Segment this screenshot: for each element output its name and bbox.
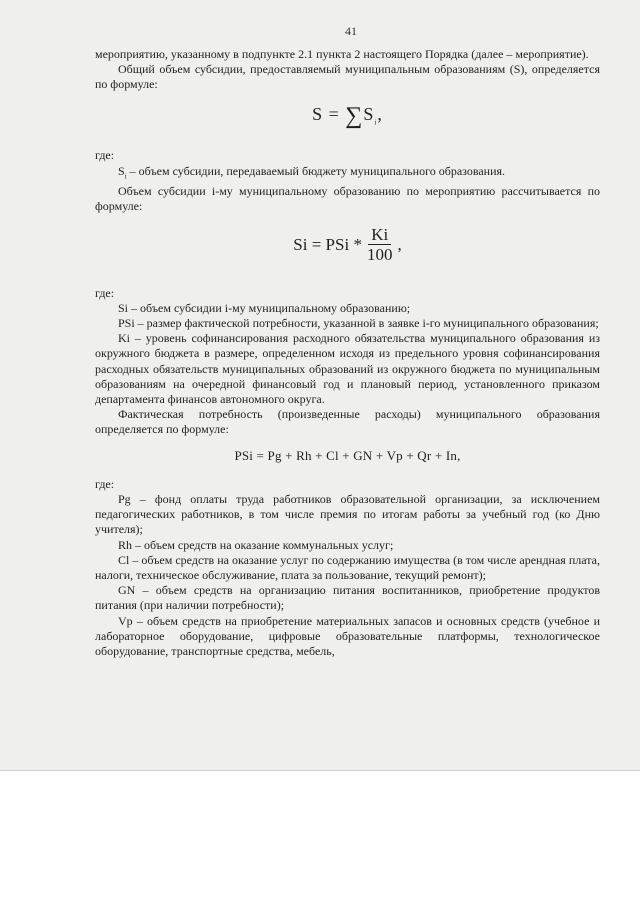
definition-rh: Rh – объем средств на оказание коммунальных услуг; — [118, 537, 394, 552]
definition-gn: GN – объем средств на организацию питания воспитанников, приобретение продуктов питания (при наличии потребности); — [95, 583, 600, 613]
formula-subsidy-i — [95, 225, 600, 264]
formula1-term: S — [363, 103, 375, 124]
formula1-tail: , — [377, 103, 383, 124]
formula1-left: S = — [312, 103, 346, 124]
si-text: – объем субсидии, передаваемый бюджету муниципального образования. — [126, 163, 506, 178]
fraction-numerator: Ki — [368, 225, 391, 245]
formula2-left: Si = PSi * — [293, 234, 362, 254]
definition-psi: PSi – размер фактической потребности, указанной в заявке i-го муниципального образования; — [118, 316, 599, 331]
where-label-2: где: — [95, 285, 115, 300]
page-number: 41 — [345, 24, 357, 38]
definition-vp: Vp – объем средств на приобретение материальных запасов и основных средств (учебное и лабораторное оборудование, цифровые образовательные платформы, технологическое оборудование, транспортные средства, мебель, — [95, 613, 600, 659]
formula1-subscript: i — [374, 118, 378, 127]
fraction — [364, 225, 396, 264]
fraction-denominator: 100 — [366, 244, 393, 264]
where-label-3: где: — [95, 476, 115, 491]
definition-ki: Ki – уровень софинансирования расходного обязательства муниципального образования из окружного бюджета в размере, определенном исходя из предельного уровня софинансирования расходных обязательств муниципальных образований из окружного бюджета по муниципальным образованиям на очередной финансовый год и плановый период, установленного приказом департамента финансов автономного округа. — [95, 331, 600, 407]
document-body — [95, 47, 600, 659]
paragraph-total-subsidy: Общий объем субсидии, предоставляемый муниципальным образованиям (S), определяется по формуле: — [95, 62, 600, 92]
sigma-symbol: ∑ — [345, 102, 364, 129]
definition-pg: Pg – фонд оплаты труда работников образовательной организации, за исключением педагогических работников, в том числе премия по итогам работы за учебный год (ко Дню учителя); — [95, 492, 600, 537]
definition-cl: Cl – объем средств на оказание услуг по содержанию имущества (в том числе арендная плата, налоги, техническое обслуживание, плата за пользование, текущий ремонт); — [95, 552, 600, 583]
formula-total-subsidy — [95, 102, 600, 131]
paragraph-continuation: мероприятию, указанному в подпункте 2.1 пункта 2 настоящего Порядка (далее – мероприятие). — [95, 47, 589, 61]
definition-si: Si – объем субсидии i-му муниципальному образованию; — [118, 300, 411, 315]
paragraph-actual-need: Фактическая потребность (произведенные расходы) муниципального образования определяется по формуле: — [95, 407, 600, 437]
formula2-tail: , — [397, 234, 402, 254]
si-label: S — [118, 163, 125, 178]
formula-actual-need: PSi = Pg + Rh + Cl + GN + Vp + Qr + In, — [234, 447, 461, 463]
definition-si-total — [95, 164, 600, 185]
si-subscript: i — [124, 172, 127, 180]
paragraph-subsidy-per-municipality: Объем субсидии i-му муниципальному образованию по мероприятию рассчитывается по формуле: — [95, 184, 600, 214]
where-label-1: где: — [95, 148, 115, 163]
